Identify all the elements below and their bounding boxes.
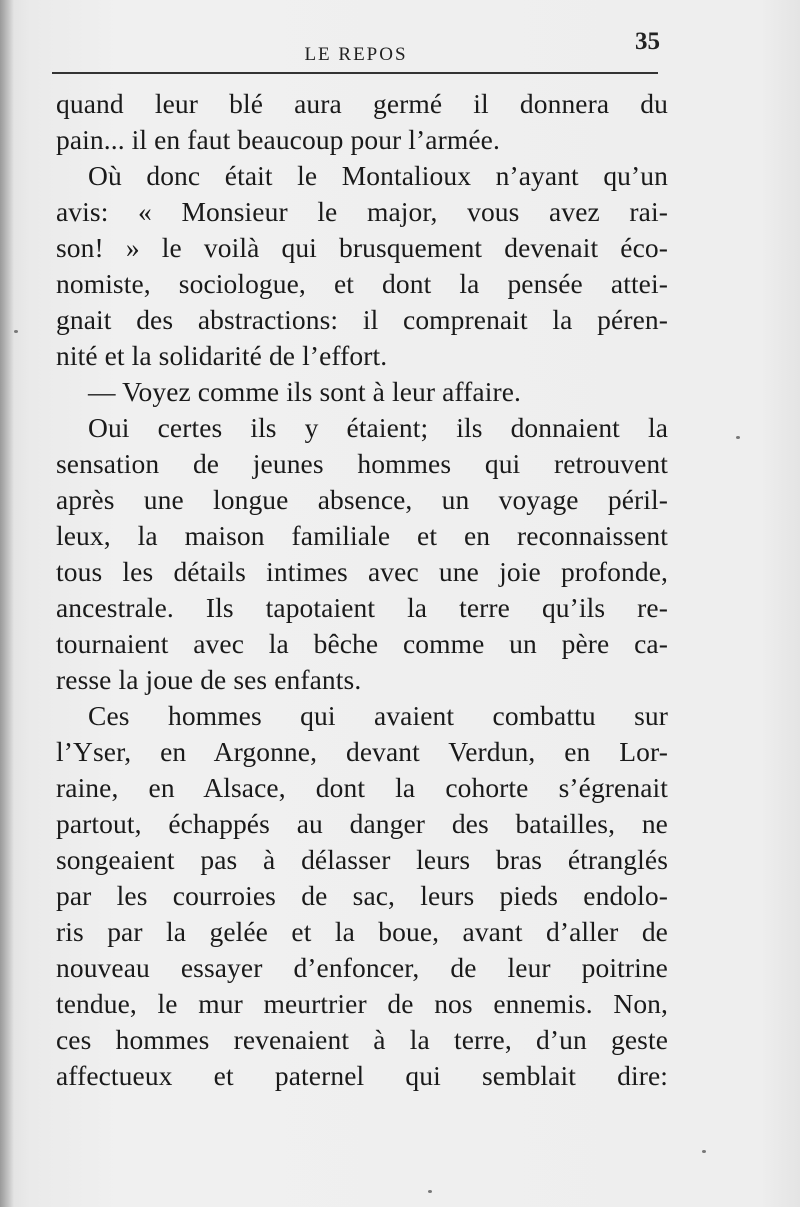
text-line: ancestrale. Ils tapotaient la terre qu’ils re- xyxy=(56,592,668,623)
running-head xyxy=(52,28,660,76)
text-line: quand leur blé aura germé il donnera du xyxy=(56,88,668,119)
text-line: partout, échappés au danger des batailles, ne xyxy=(56,808,668,839)
text-line: par les courroies de sac, leurs pieds endolo- xyxy=(56,880,668,911)
text-line: nouveau essayer d’enfoncer, de leur poitrine xyxy=(56,952,668,983)
binding-gutter-shadow xyxy=(0,0,14,1207)
text-line: sensation de jeunes hommes qui retrouvent xyxy=(56,448,668,479)
text-line: ces hommes revenaient à la terre, d’un geste xyxy=(56,1024,668,1055)
text-line: tournaient avec la bêche comme un père ca- xyxy=(56,628,668,659)
text-line: Oui certes ils y étaient; ils donnaient la xyxy=(88,412,668,443)
text-line: Ces hommes qui avaient combattu sur xyxy=(88,700,668,731)
print-speck xyxy=(702,1150,706,1153)
text-line: — Voyez comme ils sont à leur affaire. xyxy=(88,376,521,407)
text-line: gnait des abstractions: il comprenait la péren- xyxy=(56,304,668,335)
text-line: pain... il en faut beaucoup pour l’armée. xyxy=(56,124,500,155)
text-line: leux, la maison familiale et en reconnaissent xyxy=(56,520,668,551)
print-speck xyxy=(428,1190,432,1193)
body-text xyxy=(56,86,668,1094)
text-line: tous les détails intimes avec une joie profonde, xyxy=(56,556,668,587)
text-line: affectueux et paternel qui semblait dire: xyxy=(56,1060,668,1091)
text-line: Où donc était le Montalioux n’ayant qu’un xyxy=(88,160,668,191)
page-number: 35 xyxy=(635,28,660,55)
print-speck xyxy=(736,436,740,439)
text-line: tendue, le mur meurtrier de nos ennemis. Non, xyxy=(56,988,668,1019)
text-line: raine, en Alsace, dont la cohorte s’égrenait xyxy=(56,772,668,803)
header-rule xyxy=(52,72,658,74)
text-line: avis: « Monsieur le major, vous avez rai- xyxy=(56,196,668,227)
text-line: après une longue absence, un voyage péril- xyxy=(56,484,668,515)
text-line: resse la joue de ses enfants. xyxy=(56,664,362,695)
text-line: son! » le voilà qui brusquement devenait éco- xyxy=(56,232,668,263)
text-line: l’Yser, en Argonne, devant Verdun, en Lor- xyxy=(56,736,668,767)
text-line: songeaient pas à délasser leurs bras étranglés xyxy=(56,844,668,875)
running-title: LE REPOS xyxy=(304,44,408,65)
print-speck xyxy=(14,330,18,333)
text-line: nomiste, sociologue, et dont la pensée attei- xyxy=(56,268,668,299)
text-line: nité et la solidarité de l’effort. xyxy=(56,340,388,371)
text-line: ris par la gelée et la boue, avant d’aller de xyxy=(56,916,668,947)
